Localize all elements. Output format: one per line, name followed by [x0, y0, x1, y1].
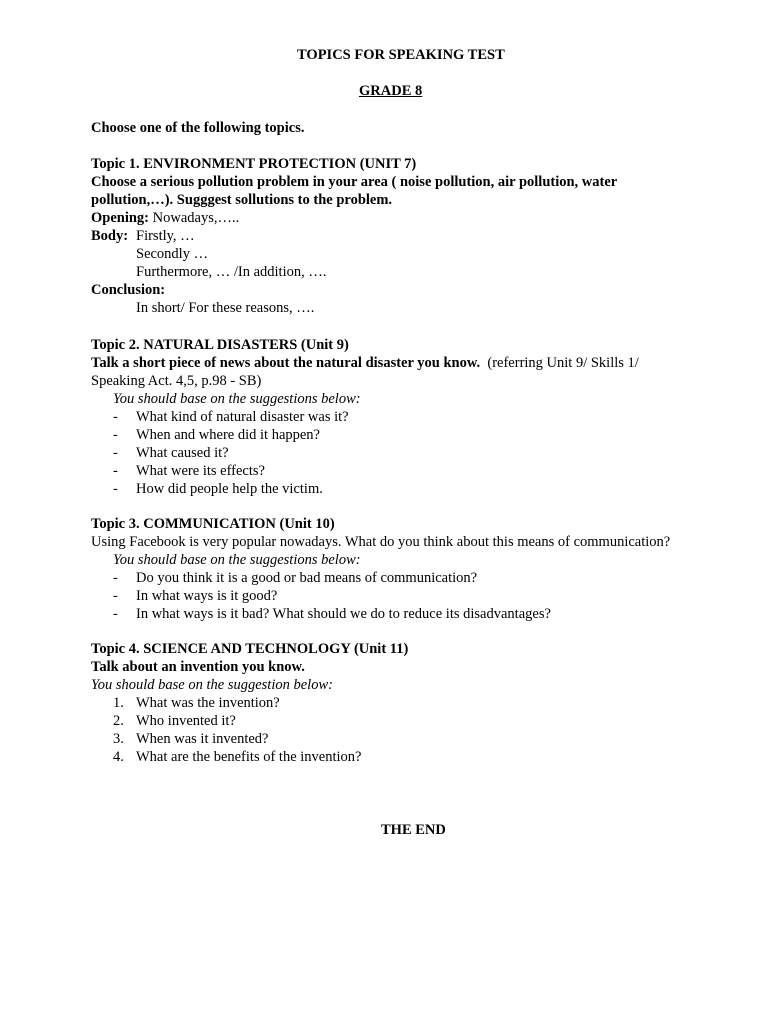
body-label: Body: [91, 228, 129, 244]
opening-text: Nowadays,….. [149, 210, 240, 226]
numbered-item-text: What was the invention? [136, 695, 280, 711]
list-item-text: What caused it? [136, 445, 229, 461]
body-line-2: Secondly … [136, 246, 209, 262]
list-item-text: When and where did it happen? [136, 427, 320, 443]
numbered-item [91, 712, 701, 730]
numbered-item-text: What are the benefits of the invention? [136, 749, 362, 765]
list-item [91, 569, 731, 587]
item-number: 3. [113, 731, 124, 747]
item-number: 2. [113, 713, 124, 729]
topic-2 [91, 336, 701, 498]
topic-2-heading: Topic 2. NATURAL DISASTERS (Unit 9) [91, 337, 349, 353]
numbered-item-text: When was it invented? [136, 731, 269, 747]
list-item [91, 480, 701, 498]
topic-3-suggestion: You should base on the suggestions below: [113, 552, 361, 568]
dash-marker: - [113, 588, 118, 604]
topic-3-task: Using Facebook is very popular nowadays. What do you think about this means of communication? [91, 534, 671, 550]
body-line-1: Firstly, … [136, 228, 195, 244]
numbered-item [91, 730, 701, 748]
topic-1-task: Choose a serious pollution problem in your area ( noise pollution, air pollution, water pollution,…). Sugggest sollutions to the problem. [91, 174, 617, 208]
intro [91, 119, 701, 137]
list-item-text: How did people help the victim. [136, 481, 323, 497]
numbered-item [91, 748, 701, 766]
topic-2-suggestion: You should base on the suggestions below: [113, 391, 361, 407]
dash-marker: - [113, 463, 118, 479]
list-item-text: In what ways is it bad? What should we do to reduce its disadvantages? [136, 606, 551, 622]
end-text: THE END [381, 822, 446, 838]
topic-2-task-ref: (referring Unit 9/ Skills 1/ Speaking Act. 4,5, p.98 - SB) [91, 355, 643, 389]
list-item-text: What kind of natural disaster was it? [136, 409, 349, 425]
document-title: TOPICS FOR SPEAKING TEST [297, 47, 505, 63]
grade-heading: GRADE 8 [359, 83, 423, 99]
topic-1-opening [91, 209, 701, 227]
topic-4 [91, 640, 701, 766]
list-item [91, 605, 731, 623]
intro-text: Choose one of the following topics. [91, 120, 305, 136]
dash-marker: - [113, 606, 118, 622]
dash-marker: - [113, 427, 118, 443]
conclusion-label: Conclusion: [91, 282, 166, 298]
list-item-text: What were its effects? [136, 463, 265, 479]
topic-3 [91, 515, 731, 623]
item-number: 4. [113, 749, 124, 765]
topic-2-task-bold: Talk a short piece of news about the natural disaster you know. [91, 355, 481, 371]
topic-3-heading: Topic 3. COMMUNICATION (Unit 10) [91, 516, 335, 532]
body-line-3: Furthermore, … /In addition, …. [136, 264, 327, 280]
numbered-item [91, 694, 701, 712]
dash-marker: - [113, 570, 118, 586]
conclusion-text: In short/ For these reasons, …. [136, 300, 315, 316]
list-item-text: In what ways is it good? [136, 588, 278, 604]
topic-2-task [91, 354, 691, 390]
dash-marker: - [113, 481, 118, 497]
list-item [91, 462, 701, 480]
dash-marker: - [113, 409, 118, 425]
dash-marker: - [113, 445, 118, 461]
list-item [91, 408, 701, 426]
list-item-text: Do you think it is a good or bad means of communication? [136, 570, 478, 586]
topic-4-heading: Topic 4. SCIENCE AND TECHNOLOGY (Unit 11) [91, 641, 409, 657]
topic-1-heading: Topic 1. ENVIRONMENT PROTECTION (UNIT 7) [91, 156, 417, 172]
numbered-item-text: Who invented it? [136, 713, 236, 729]
topic-4-task: Talk about an invention you know. [91, 659, 305, 675]
topic-4-suggestion: You should base on the suggestion below: [91, 677, 333, 693]
list-item [91, 444, 701, 462]
opening-label: Opening: [91, 210, 150, 226]
item-number: 1. [113, 695, 124, 711]
list-item [91, 587, 731, 605]
topic-1 [91, 155, 701, 317]
list-item [91, 426, 701, 444]
topic-1-body [91, 227, 701, 245]
